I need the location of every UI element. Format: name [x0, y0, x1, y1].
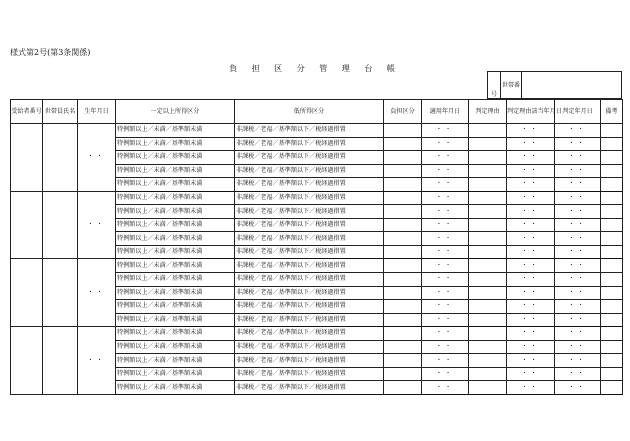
reason-date-cell[interactable]: ・・	[507, 218, 555, 232]
applied-date-cell[interactable]: ・・	[422, 245, 469, 259]
reason-date-cell[interactable]: ・・	[507, 191, 555, 205]
burden-class-cell[interactable]	[384, 218, 422, 232]
household-member-cell[interactable]	[43, 124, 78, 192]
household-number-value[interactable]	[522, 72, 622, 99]
judged-date-cell[interactable]: ・・	[555, 327, 601, 341]
burden-class-cell[interactable]	[384, 191, 422, 205]
recipient-number-cell[interactable]	[11, 259, 43, 327]
applied-date-cell[interactable]: ・・	[422, 313, 469, 327]
table-row	[11, 327, 623, 341]
judgment-reason-cell[interactable]	[469, 124, 507, 138]
judged-date-cell[interactable]: ・・	[555, 124, 601, 138]
judged-date-cell[interactable]: ・・	[555, 381, 601, 395]
applied-date-cell[interactable]: ・・	[422, 137, 469, 151]
low-income-cell[interactable]: 非課税／老福／基準額以下／税経過措置	[235, 340, 384, 354]
judgment-reason-cell[interactable]	[469, 367, 507, 381]
reason-date-cell[interactable]: ・・	[507, 232, 555, 246]
reason-date-cell[interactable]: ・・	[507, 354, 555, 368]
judged-date-cell[interactable]: ・・	[555, 286, 601, 300]
judgment-reason-cell[interactable]	[469, 191, 507, 205]
remarks-cell[interactable]	[601, 205, 623, 219]
applied-date-cell[interactable]: ・・	[422, 340, 469, 354]
judgment-reason-cell[interactable]	[469, 259, 507, 273]
burden-class-cell[interactable]	[384, 151, 422, 165]
judgment-reason-cell[interactable]	[469, 232, 507, 246]
judgment-reason-cell[interactable]	[469, 354, 507, 368]
burden-class-cell[interactable]	[384, 164, 422, 178]
judged-date-cell[interactable]: ・・	[555, 178, 601, 192]
low-income-cell[interactable]: 非課税／老福／基準額以下／税経過措置	[235, 313, 384, 327]
header-judged-date: 判定年月日	[555, 100, 601, 124]
judged-date-cell[interactable]: ・・	[555, 245, 601, 259]
applied-date-cell[interactable]: ・・	[422, 273, 469, 287]
fixed-income-cell[interactable]: 特例額以上／未満／基準額未満	[116, 137, 235, 151]
page-title: 負 担 区 分 管 理 台 帳	[229, 64, 401, 73]
fixed-income-cell[interactable]: 特例額以上／未満／基準額未満	[116, 327, 235, 341]
fixed-income-cell[interactable]: 特例額以上／未満／基準額未満	[116, 286, 235, 300]
low-income-cell[interactable]: 非課税／老福／基準額以下／税経過措置	[235, 273, 384, 287]
household-number-box	[487, 71, 622, 99]
header-remarks: 備考	[601, 100, 623, 124]
header-applied-date: 適用年月日	[422, 100, 469, 124]
remarks-cell[interactable]	[601, 218, 623, 232]
judgment-reason-cell[interactable]	[469, 327, 507, 341]
reason-date-cell[interactable]: ・・	[507, 259, 555, 273]
burden-class-cell[interactable]	[384, 137, 422, 151]
low-income-cell[interactable]: 非課税／老福／基準額以下／税経過措置	[235, 259, 384, 273]
judged-date-cell[interactable]: ・・	[555, 191, 601, 205]
header-birth-date: 生年月日	[78, 100, 116, 124]
low-income-cell[interactable]: 非課税／老福／基準額以下／税経過措置	[235, 381, 384, 395]
judged-date-cell[interactable]: ・・	[555, 232, 601, 246]
judgment-reason-cell[interactable]	[469, 164, 507, 178]
household-member-cell[interactable]	[43, 191, 78, 259]
remarks-cell[interactable]	[601, 191, 623, 205]
remarks-cell[interactable]	[601, 367, 623, 381]
household-number-label-no: 号	[488, 72, 501, 99]
low-income-cell[interactable]: 非課税／老福／基準額以下／税経過措置	[235, 191, 384, 205]
recipient-number-cell[interactable]	[11, 124, 43, 192]
birth-date-cell[interactable]: ・・	[78, 327, 116, 395]
judgment-reason-cell[interactable]	[469, 286, 507, 300]
judged-date-cell[interactable]: ・・	[555, 259, 601, 273]
burden-class-cell[interactable]	[384, 273, 422, 287]
judged-date-cell[interactable]: ・・	[555, 218, 601, 232]
applied-date-cell[interactable]: ・・	[422, 191, 469, 205]
applied-date-cell[interactable]: ・・	[422, 232, 469, 246]
burden-class-cell[interactable]	[384, 327, 422, 341]
applied-date-cell[interactable]: ・・	[422, 151, 469, 165]
judgment-reason-cell[interactable]	[469, 137, 507, 151]
low-income-cell[interactable]: 非課税／老福／基準額以下／税経過措置	[235, 178, 384, 192]
reason-date-cell[interactable]: ・・	[507, 313, 555, 327]
remarks-cell[interactable]	[601, 340, 623, 354]
fixed-income-cell[interactable]: 特例額以上／未満／基準額未満	[116, 354, 235, 368]
low-income-cell[interactable]: 非課税／老福／基準額以下／税経過措置	[235, 286, 384, 300]
table-row	[11, 259, 623, 273]
fixed-income-cell[interactable]: 特例額以上／未満／基準額未満	[116, 367, 235, 381]
remarks-cell[interactable]	[601, 327, 623, 341]
judgment-reason-cell[interactable]	[469, 151, 507, 165]
fixed-income-cell[interactable]: 特例額以上／未満／基準額未満	[116, 273, 235, 287]
header-fixed-income-class: 一定以上所得区分	[116, 100, 235, 124]
applied-date-cell[interactable]: ・・	[422, 259, 469, 273]
ledger-body	[11, 124, 623, 395]
reason-date-cell[interactable]: ・・	[507, 367, 555, 381]
fixed-income-cell[interactable]: 特例額以上／未満／基準額未満	[116, 164, 235, 178]
recipient-number-cell[interactable]	[11, 327, 43, 395]
burden-class-cell[interactable]	[384, 354, 422, 368]
reason-date-cell[interactable]: ・・	[507, 205, 555, 219]
burden-class-cell[interactable]	[384, 124, 422, 138]
fixed-income-cell[interactable]: 特例額以上／未満／基準額未満	[116, 259, 235, 273]
judged-date-cell[interactable]: ・・	[555, 313, 601, 327]
remarks-cell[interactable]	[601, 354, 623, 368]
fixed-income-cell[interactable]: 特例額以上／未満／基準額未満	[116, 340, 235, 354]
form-number-label: 様式第2号(第3条関係)	[10, 48, 91, 57]
header-household-member: 世帯員氏名	[43, 100, 78, 124]
judged-date-cell[interactable]: ・・	[555, 300, 601, 314]
low-income-cell[interactable]: 非課税／老福／基準額以下／税経過措置	[235, 245, 384, 259]
fixed-income-cell[interactable]: 特例額以上／未満／基準額未満	[116, 245, 235, 259]
remarks-cell[interactable]	[601, 151, 623, 165]
remarks-cell[interactable]	[601, 232, 623, 246]
header-reason-date: 判定理由該当年月日	[507, 100, 555, 124]
burden-class-cell[interactable]	[384, 259, 422, 273]
remarks-cell[interactable]	[601, 273, 623, 287]
remarks-cell[interactable]	[601, 137, 623, 151]
judged-date-cell[interactable]: ・・	[555, 205, 601, 219]
remarks-cell[interactable]	[601, 245, 623, 259]
applied-date-cell[interactable]: ・・	[422, 327, 469, 341]
fixed-income-cell[interactable]: 特例額以上／未満／基準額未満	[116, 313, 235, 327]
burden-class-cell[interactable]	[384, 367, 422, 381]
burden-class-cell[interactable]	[384, 381, 422, 395]
burden-class-cell[interactable]	[384, 340, 422, 354]
judgment-reason-cell[interactable]	[469, 300, 507, 314]
header-burden-class: 負担区分	[384, 100, 422, 124]
low-income-cell[interactable]: 非課税／老福／基準額以下／税経過措置	[235, 232, 384, 246]
applied-date-cell[interactable]: ・・	[422, 354, 469, 368]
table-row	[11, 191, 623, 205]
remarks-cell[interactable]	[601, 124, 623, 138]
applied-date-cell[interactable]: ・・	[422, 124, 469, 138]
reason-date-cell[interactable]: ・・	[507, 124, 555, 138]
judged-date-cell[interactable]: ・・	[555, 340, 601, 354]
fixed-income-cell[interactable]: 特例額以上／未満／基準額未満	[116, 191, 235, 205]
applied-date-cell[interactable]: ・・	[422, 286, 469, 300]
fixed-income-cell[interactable]: 特例額以上／未満／基準額未満	[116, 300, 235, 314]
burden-class-cell[interactable]	[384, 178, 422, 192]
header-judgment-reason: 判定理由	[469, 100, 507, 124]
judgment-reason-cell[interactable]	[469, 381, 507, 395]
burden-class-cell[interactable]	[384, 286, 422, 300]
judged-date-cell[interactable]: ・・	[555, 367, 601, 381]
fixed-income-cell[interactable]: 特例額以上／未満／基準額未満	[116, 178, 235, 192]
fixed-income-cell[interactable]: 特例額以上／未満／基準額未満	[116, 218, 235, 232]
birth-date-cell[interactable]: ・・	[78, 124, 116, 192]
remarks-cell[interactable]	[601, 381, 623, 395]
fixed-income-cell[interactable]: 特例額以上／未満／基準額未満	[116, 381, 235, 395]
birth-date-cell[interactable]: ・・	[78, 259, 116, 327]
applied-date-cell[interactable]: ・・	[422, 178, 469, 192]
low-income-cell[interactable]: 非課税／老福／基準額以下／税経過措置	[235, 367, 384, 381]
judgment-reason-cell[interactable]	[469, 245, 507, 259]
birth-date-cell[interactable]: ・・	[78, 191, 116, 259]
applied-date-cell[interactable]: ・・	[422, 205, 469, 219]
reason-date-cell[interactable]: ・・	[507, 381, 555, 395]
burden-class-cell[interactable]	[384, 300, 422, 314]
judged-date-cell[interactable]: ・・	[555, 164, 601, 178]
applied-date-cell[interactable]: ・・	[422, 367, 469, 381]
applied-date-cell[interactable]: ・・	[422, 164, 469, 178]
remarks-cell[interactable]	[601, 259, 623, 273]
low-income-cell[interactable]: 非課税／老福／基準額以下／税経過措置	[235, 218, 384, 232]
reason-date-cell[interactable]: ・・	[507, 137, 555, 151]
burden-ledger-table	[10, 99, 623, 395]
remarks-cell[interactable]	[601, 164, 623, 178]
judgment-reason-cell[interactable]	[469, 273, 507, 287]
low-income-cell[interactable]: 非課税／老福／基準額以下／税経過措置	[235, 164, 384, 178]
reason-date-cell[interactable]: ・・	[507, 245, 555, 259]
low-income-cell[interactable]: 非課税／老福／基準額以下／税経過措置	[235, 151, 384, 165]
reason-date-cell[interactable]: ・・	[507, 164, 555, 178]
header-recipient-number: 受給者番号	[11, 100, 43, 124]
header-low-income-class: 低所得区分	[235, 100, 384, 124]
fixed-income-cell[interactable]: 特例額以上／未満／基準額未満	[116, 205, 235, 219]
fixed-income-cell[interactable]: 特例額以上／未満／基準額未満	[116, 232, 235, 246]
low-income-cell[interactable]: 非課税／老福／基準額以下／税経過措置	[235, 205, 384, 219]
fixed-income-cell[interactable]: 特例額以上／未満／基準額未満	[116, 124, 235, 138]
burden-class-cell[interactable]	[384, 245, 422, 259]
low-income-cell[interactable]: 非課税／老福／基準額以下／税経過措置	[235, 354, 384, 368]
recipient-number-cell[interactable]	[11, 191, 43, 259]
applied-date-cell[interactable]: ・・	[422, 381, 469, 395]
judgment-reason-cell[interactable]	[469, 218, 507, 232]
table-row	[11, 124, 623, 138]
household-member-cell[interactable]	[43, 327, 78, 395]
reason-date-cell[interactable]: ・・	[507, 300, 555, 314]
judgment-reason-cell[interactable]	[469, 313, 507, 327]
judged-date-cell[interactable]: ・・	[555, 354, 601, 368]
judged-date-cell[interactable]: ・・	[555, 137, 601, 151]
fixed-income-cell[interactable]: 特例額以上／未満／基準額未満	[116, 151, 235, 165]
reason-date-cell[interactable]: ・・	[507, 273, 555, 287]
remarks-cell[interactable]	[601, 313, 623, 327]
remarks-cell[interactable]	[601, 286, 623, 300]
burden-class-cell[interactable]	[384, 232, 422, 246]
remarks-cell[interactable]	[601, 300, 623, 314]
low-income-cell[interactable]: 非課税／老福／基準額以下／税経過措置	[235, 327, 384, 341]
judgment-reason-cell[interactable]	[469, 178, 507, 192]
burden-class-cell[interactable]	[384, 313, 422, 327]
judgment-reason-cell[interactable]	[469, 205, 507, 219]
low-income-cell[interactable]: 非課税／老福／基準額以下／税経過措置	[235, 124, 384, 138]
judgment-reason-cell[interactable]	[469, 340, 507, 354]
remarks-cell[interactable]	[601, 178, 623, 192]
low-income-cell[interactable]: 非課税／老福／基準額以下／税経過措置	[235, 137, 384, 151]
reason-date-cell[interactable]: ・・	[507, 151, 555, 165]
household-member-cell[interactable]	[43, 259, 78, 327]
reason-date-cell[interactable]: ・・	[507, 327, 555, 341]
burden-class-cell[interactable]	[384, 205, 422, 219]
reason-date-cell[interactable]: ・・	[507, 340, 555, 354]
applied-date-cell[interactable]: ・・	[422, 300, 469, 314]
applied-date-cell[interactable]: ・・	[422, 218, 469, 232]
low-income-cell[interactable]: 非課税／老福／基準額以下／税経過措置	[235, 300, 384, 314]
reason-date-cell[interactable]: ・・	[507, 286, 555, 300]
judged-date-cell[interactable]: ・・	[555, 151, 601, 165]
judged-date-cell[interactable]: ・・	[555, 273, 601, 287]
household-number-label: 世帯番	[501, 72, 522, 99]
reason-date-cell[interactable]: ・・	[507, 178, 555, 192]
